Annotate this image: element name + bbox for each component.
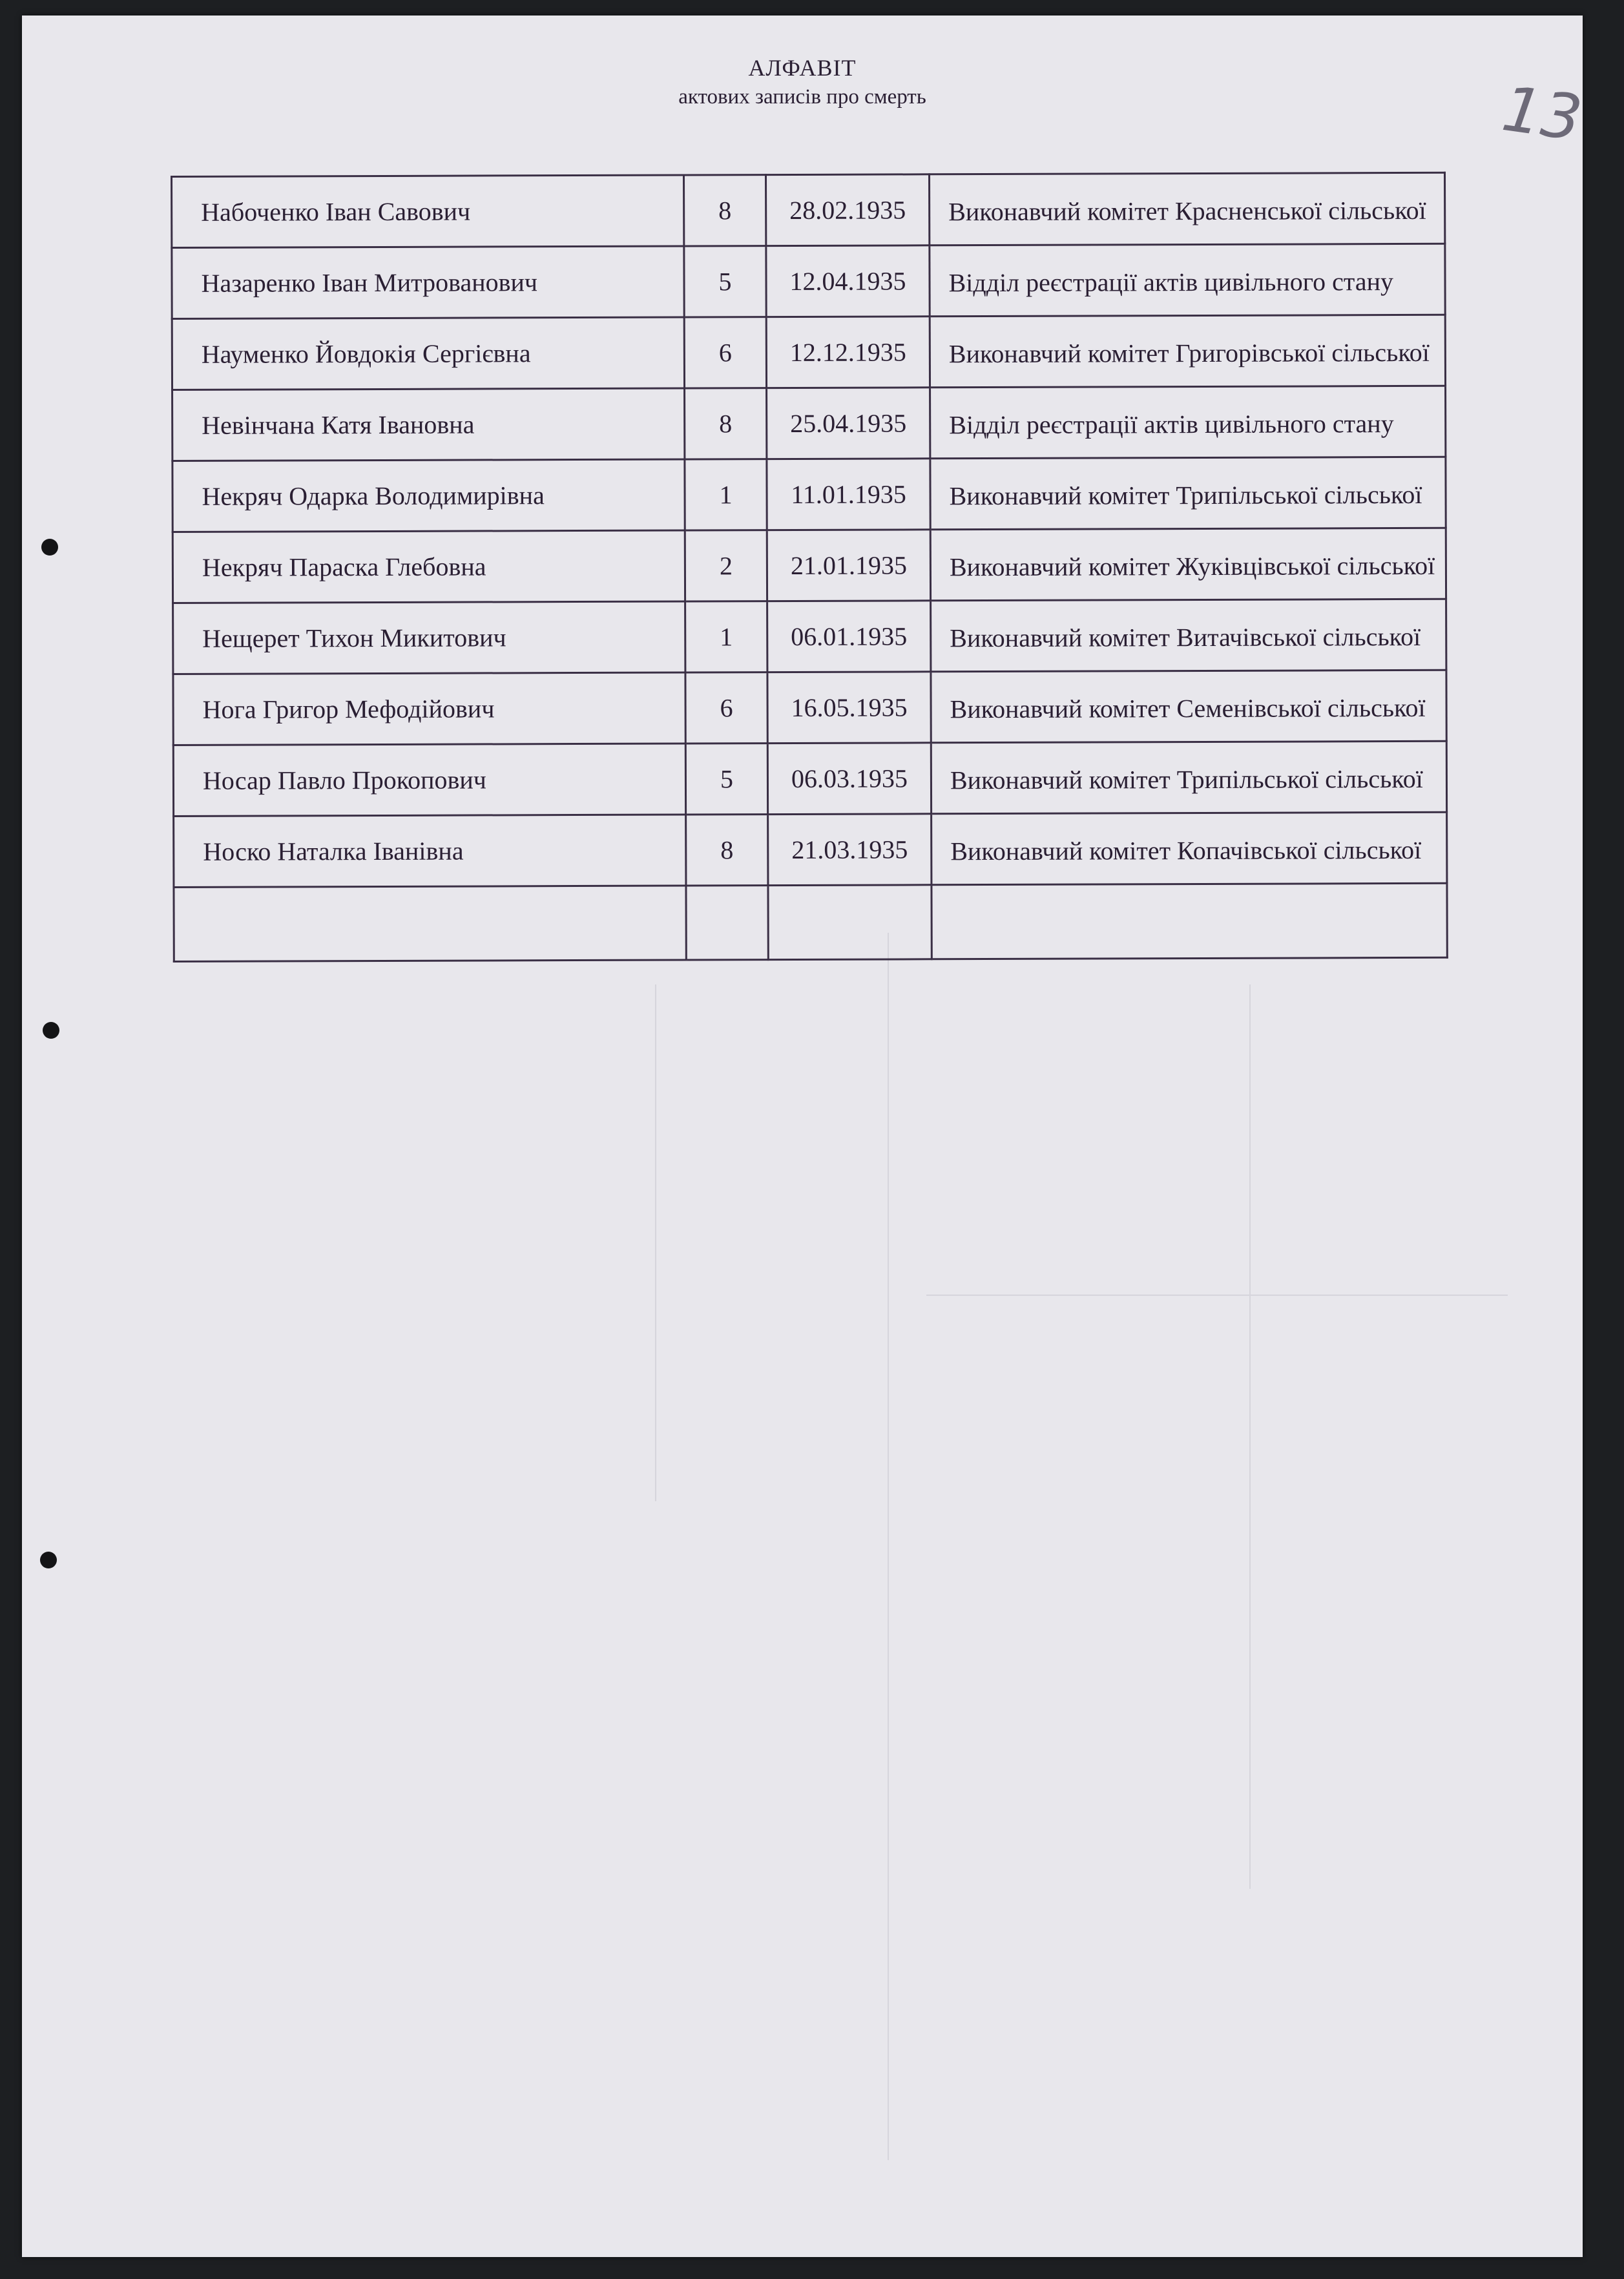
record-date: 28.02.1935 (766, 174, 930, 246)
table-row (173, 670, 1446, 745)
show-through-line (655, 984, 656, 1501)
record-number: 6 (685, 672, 767, 744)
empty-cell (174, 886, 686, 961)
death-records-table (171, 172, 1448, 963)
record-date: 21.03.1935 (768, 814, 932, 886)
record-name: Невінчана Катя Івановна (172, 388, 685, 461)
record-office: Виконавчий комітет Жуківцівської сільської (930, 528, 1446, 601)
record-name: Носар Павло Прокопович (173, 744, 685, 816)
table-row (174, 812, 1447, 887)
record-office: Виконавчий комітет Витачівської сільської (931, 599, 1446, 672)
record-date: 16.05.1935 (767, 672, 931, 744)
empty-cell (686, 886, 768, 960)
record-number: 8 (686, 815, 768, 886)
record-name: Некряч Одарка Володимирівна (172, 459, 685, 532)
record-name: Науменко Йовдокія Сергієвна (172, 317, 684, 390)
record-number: 8 (684, 175, 766, 246)
table-row (172, 315, 1445, 390)
record-number: 1 (685, 459, 767, 530)
table-row (173, 741, 1446, 816)
record-date: 06.01.1935 (767, 601, 931, 672)
record-name: Нещерет Тихон Микитович (173, 601, 685, 674)
binder-hole (40, 1552, 57, 1568)
record-date: 25.04.1935 (767, 388, 930, 459)
record-number: 5 (685, 744, 767, 815)
empty-cell (768, 885, 932, 960)
record-name: Назаренко Іван Митрованович (172, 246, 684, 318)
record-date: 21.01.1935 (767, 530, 930, 601)
document-subtitle: актових записів про смерть (678, 85, 926, 109)
document-page (22, 16, 1587, 2257)
record-date: 12.12.1935 (766, 317, 930, 388)
table-row (172, 244, 1445, 318)
record-office: Виконавчий комітет Семенівської сільської (931, 670, 1446, 743)
record-office: Виконавчий комітет Трипільської сільської (930, 457, 1446, 530)
binder-hole (41, 539, 58, 556)
record-office: Виконавчий комітет Григорівської сільської (930, 315, 1445, 388)
record-office: Виконавчий комітет Красненської сільської (929, 172, 1444, 245)
record-number: 1 (685, 601, 767, 672)
handwritten-page-number: 13 (1497, 72, 1587, 155)
record-date: 06.03.1935 (767, 743, 931, 815)
record-name: Носко Наталка Іванівна (174, 815, 686, 887)
empty-cell (932, 883, 1447, 959)
show-through-line (888, 933, 889, 2160)
table-row (172, 457, 1446, 532)
binder-hole (43, 1022, 59, 1039)
table-row (173, 599, 1446, 674)
empty-table-row (174, 883, 1447, 961)
show-through-line (1249, 984, 1251, 1889)
record-number: 2 (685, 530, 767, 601)
record-office: Відділ реєстрації актів цивільного стану (930, 244, 1445, 317)
show-through-line (926, 1295, 1508, 1296)
table-row (172, 386, 1446, 461)
record-date: 11.01.1935 (767, 459, 930, 530)
record-number: 8 (685, 388, 767, 459)
record-name: Набоченко Іван Савович (172, 175, 684, 247)
record-office: Виконавчий комітет Трипільської сільської (931, 741, 1446, 814)
table-row (172, 528, 1446, 603)
record-name: Нога Григор Мефодійович (173, 672, 685, 745)
record-name: Некряч Параска Глебовна (172, 530, 685, 603)
record-number: 6 (684, 317, 766, 388)
table-row (172, 172, 1445, 247)
record-office: Відділ реєстрації актів цивільного стану (930, 386, 1446, 459)
record-number: 5 (684, 246, 766, 317)
record-office: Виконавчий комітет Копачівської сільської (932, 812, 1447, 885)
document-title: АЛФАВІТ (748, 55, 857, 81)
record-date: 12.04.1935 (766, 245, 930, 317)
